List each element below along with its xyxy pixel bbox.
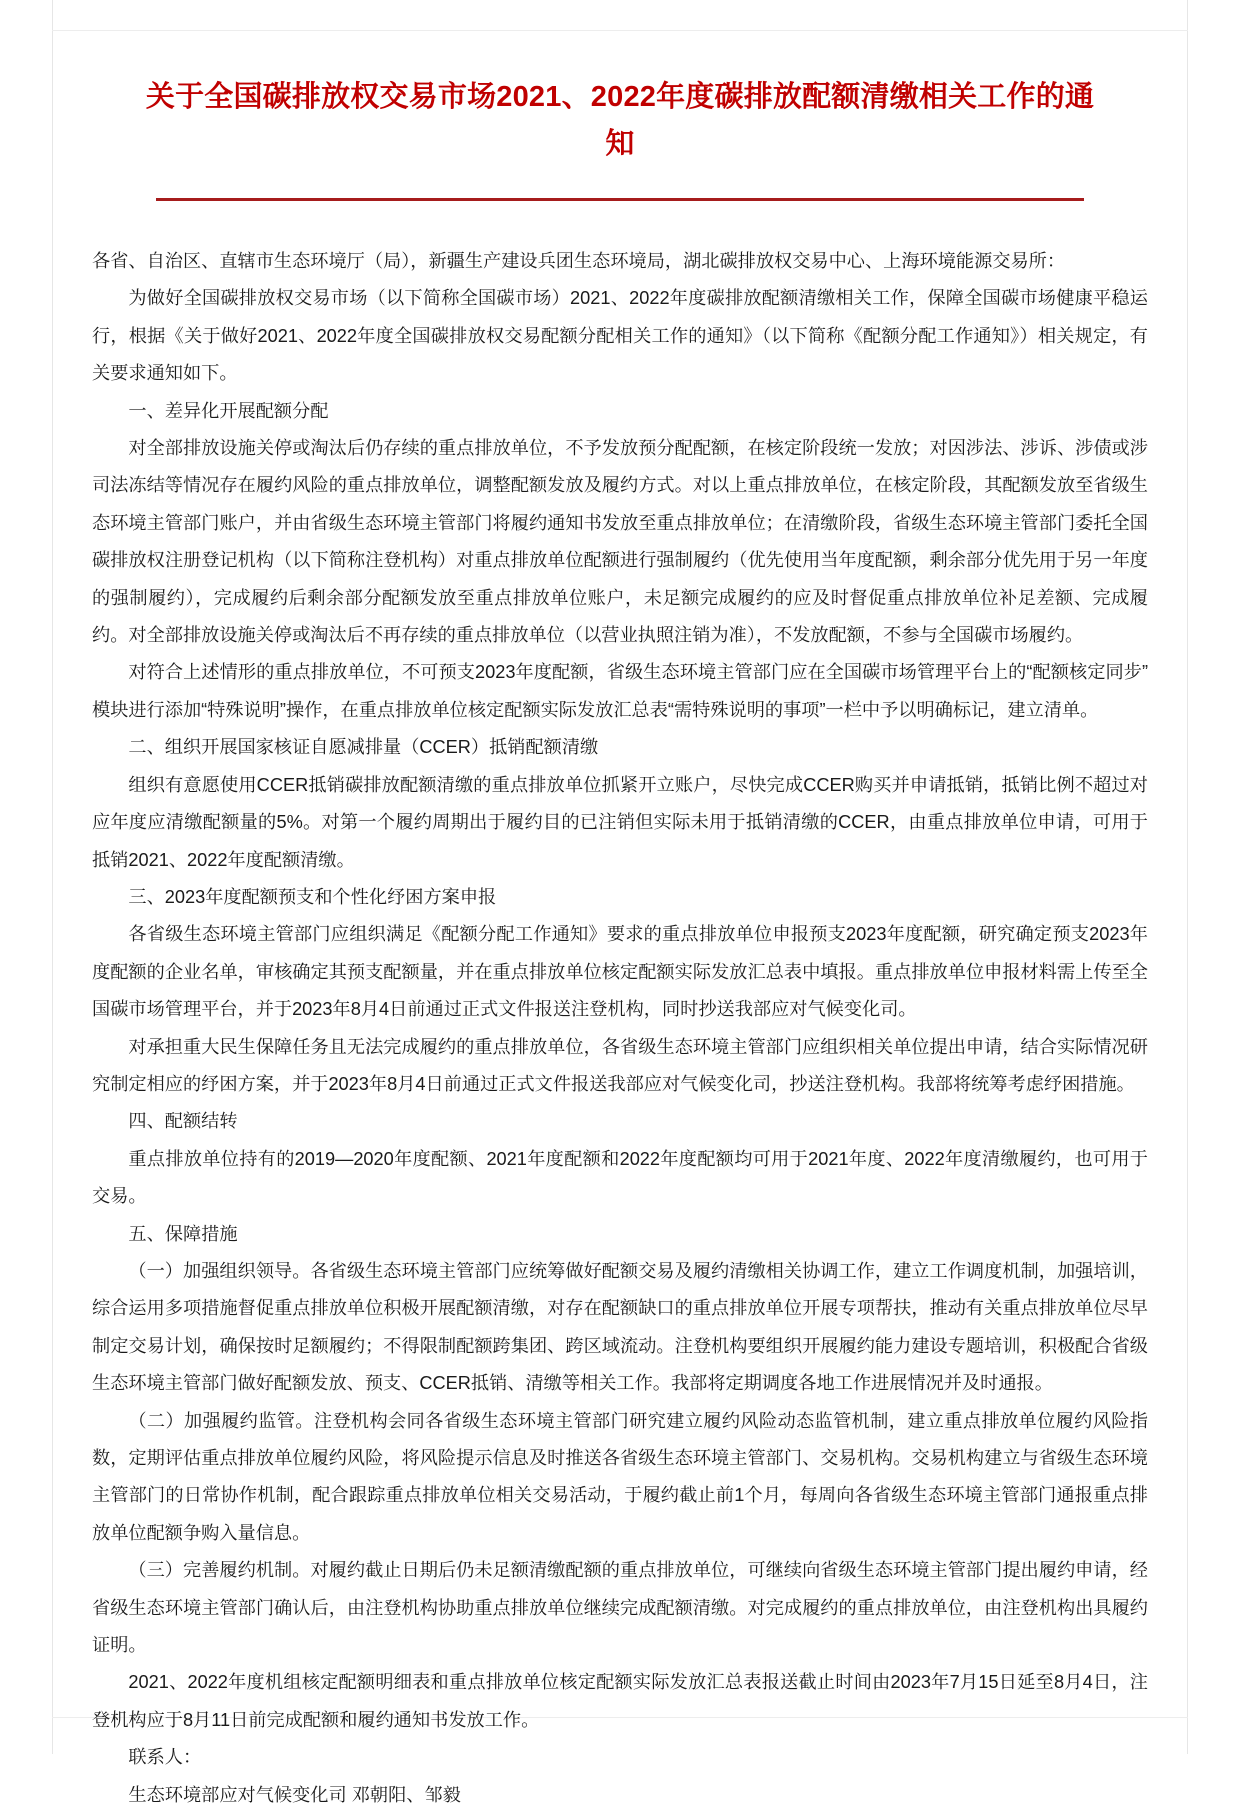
page-title: 关于全国碳排放权交易市场2021、2022年度碳排放配额清缴相关工作的通知 xyxy=(145,81,1095,160)
section-3-paragraph-1: 各省级生态环境主管部门应组织满足《配额分配工作通知》要求的重点排放单位申报预支2023年度配额，研究确定预支2023年度配额的企业名单，审核确定其预支配额量，并在重点排放单位核定配额实际发放汇总表中填报。重点排放单位申报材料需上传至全国碳市场管理平台，并于2023年8月4日前通过正式文件报送注登机构，同时抄送我部应对气候变化司。 xyxy=(92,924,1148,1020)
salutation-line: 各省、自治区、直辖市生态环境厅（局），新疆生产建设兵团生态环境局，湖北碳排放权交易中心、上海环境能源交易所： xyxy=(92,251,1066,271)
section-heading-5: 五、保障措施 xyxy=(128,1223,238,1244)
page-border-top xyxy=(52,30,1188,31)
page-border-left xyxy=(52,0,53,1754)
contact-label: 联系人： xyxy=(128,1747,202,1768)
section-1-paragraph-2: 对符合上述情形的重点排放单位，不可预支2023年度配额，省级生态环境主管部门应在全国碳市场管理平台上的“配额核定同步”模块进行添加“特殊说明”操作，在重点排放单位核定配额实际发放汇总表“需特殊说明的事项”一栏中予以明确标记，建立清单。 xyxy=(92,662,1148,720)
section-3-paragraph-2: 对承担重大民生保障任务且无法完成履约的重点排放单位，各省级生态环境主管部门应组织相关单位提出申请，结合实际情况研究制定相应的纾困方案，并于2023年8月4日前通过正式文件报送我部应对气候变化司，抄送注登机构。我部将统筹考虑纾困措施。 xyxy=(92,1036,1148,1094)
section-heading-4: 四、配额结转 xyxy=(128,1111,238,1132)
section-5-item-1: （一）加强组织领导。各省级生态环境主管部门应统筹做好配额交易及履约清缴相关协调工作，建立工作调度机制，加强培训，综合运用多项措施督促重点排放单位积极开展配额清缴，对存在配额缺口的重点排放单位开展专项帮扶，推动有关重点排放单位尽早制定交易计划，确保按时足额履约；不得限制配额跨集团、跨区域流动。注登机构要组织开展履约能力建设专题培训，积极配合省级生态环境主管部门做好配额发放、预支、CCER抵销、清缴等相关工作。我部将定期调度各地工作进展情况并及时通报。 xyxy=(92,1260,1148,1394)
section-1-paragraph-1: 对全部排放设施关停或淘汰后仍存续的重点排放单位，不予发放预分配配额，在核定阶段统一发放；对因涉法、涉诉、涉债或涉司法冻结等情况存在履约风险的重点排放单位，调整配额发放及履约方式。对以上重点排放单位，在核定阶段，其配额发放至省级生态环境主管部门账户，并由省级生态环境主管部门将履约通知书发放至重点排放单位；在清缴阶段，省级生态环境主管部门委托全国碳排放权注册登记机构（以下简称注登机构）对重点排放单位配额进行强制履约（优先使用当年度配额，剩余部分优先用于另一年度的强制履约），完成履约后剩余部分配额发放至重点排放单位账户，未足额完成履约的应及时督促重点排放单位补足差额、完成履约。对全部排放设施关停或淘汰后不再存续的重点排放单位（以营业执照注销为准），不发放配额，不参与全国碳市场履约。 xyxy=(92,438,1148,646)
paragraph-preamble: 为做好全国碳排放权交易市场（以下简称全国碳市场）2021、2022年度碳排放配额清缴相关工作，保障全国碳市场健康平稳运行，根据《关于做好2021、2022年度全国碳排放权交易配额分配相关工作的通知》（以下简称《配额分配工作通知》）相关规定，有关要求通知如下。 xyxy=(92,288,1148,384)
section-5-item-2: （二）加强履约监管。注登机构会同各省级生态环境主管部门研究建立履约风险动态监管机制，建立重点排放单位履约风险指数，定期评估重点排放单位履约风险，将风险提示信息及时推送各省级生态环境主管部门、交易机构。交易机构建立与省级生态环境主管部门的日常协作机制，配合跟踪重点排放单位相关交易活动，于履约截止前1个月，每周向各省级生态环境主管部门通报重点排放单位配额争购入量信息。 xyxy=(92,1410,1148,1543)
section-heading-1: 一、差异化开展配额分配 xyxy=(128,400,329,421)
section-5-item-3: （三）完善履约机制。对履约截止日期后仍未足额清缴配额的重点排放单位，可继续向省级生态环境主管部门提出履约申请，经省级生态环境主管部门确认后，由注登机构协助重点排放单位继续完成配额清缴。对完成履约的重点排放单位，由注登机构出具履约证明。 xyxy=(92,1560,1148,1656)
section-heading-3: 三、2023年度配额预支和个性化纾困方案申报 xyxy=(128,886,497,907)
section-heading-2: 二、组织开展国家核证自愿减排量（CCER）抵销配额清缴 xyxy=(128,737,599,758)
page-border-right xyxy=(1187,0,1188,1754)
document-body xyxy=(92,243,1148,1814)
section-4-paragraph-1: 重点排放单位持有的2019—2020年度配额、2021年度配额和2022年度配额均可用于2021年度、2022年度清缴履约，也可用于交易。 xyxy=(92,1148,1148,1207)
deadline-note: 2021、2022年度机组核定配额明细表和重点排放单位核定配额实际发放汇总表报送截止时间由2023年7月15日延至8月4日，注登机构应于8月11日前完成配额和履约通知书发放工作。 xyxy=(92,1672,1148,1730)
title-divider xyxy=(156,198,1084,201)
section-2-paragraph-1: 组织有意愿使用CCER抵销碳排放配额清缴的重点排放单位抓紧开立账户，尽快完成CCER购买并申请抵销，抵销比例不超过对应年度应清缴配额量的5%。对第一个履约周期出于履约目的已注销但实际未用于抵销清缴的CCER，由重点排放单位申请，可用于抵销2021、2022年度配额清缴。 xyxy=(92,774,1148,870)
contact-value: 生态环境部应对气候变化司 邓朝阳、邹毅 xyxy=(128,1784,461,1805)
document-content xyxy=(92,62,1148,1814)
